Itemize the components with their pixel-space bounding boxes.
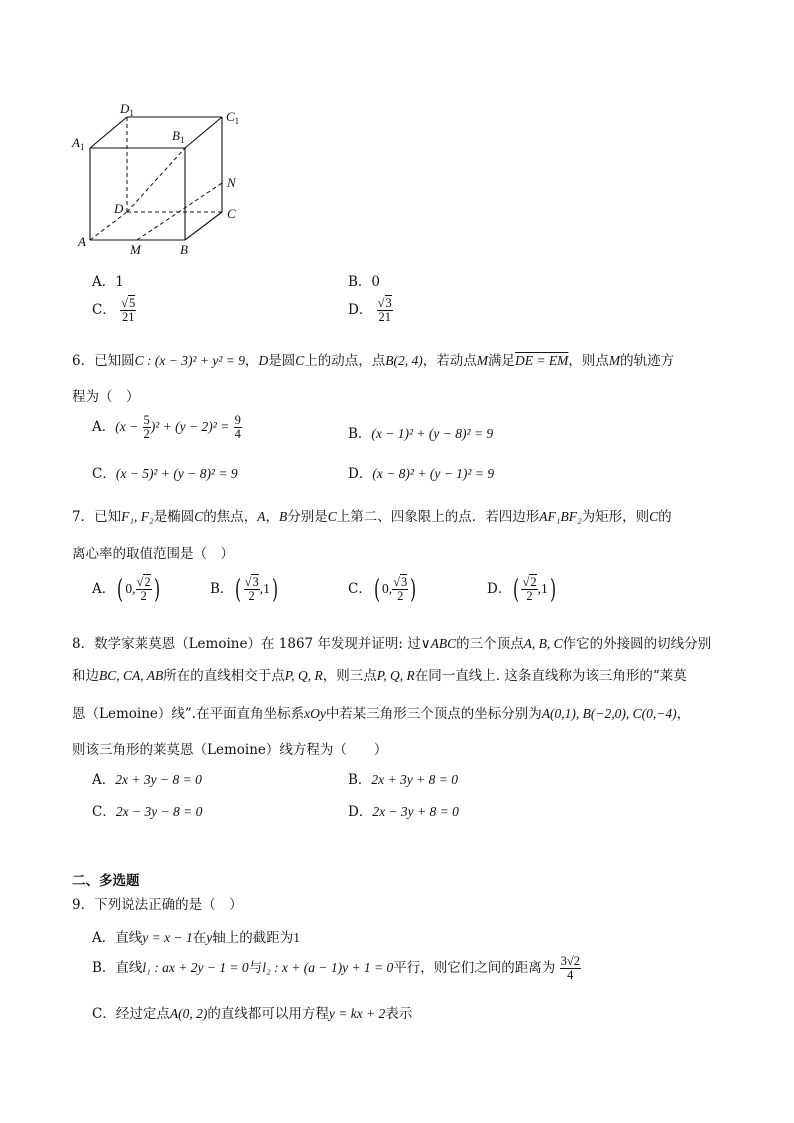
q6-option-a[interactable]: A．(x − $\frac{5}{2}$ )² + (y − 2)² = $\frac{9}{4}$ [92,413,241,442]
q5-option-c-fraction: $\frac{√5}{21}$ [121,296,136,325]
edge-B-C [185,212,222,240]
q5-option-c[interactable] [92,297,136,324]
label-C: C [227,206,236,221]
q8-stem-line2: 和边BC, CA, AB所在的直线相交于点P, Q, R，则三点P, Q, R在同一直线上. 这条直线称为该三角形的“莱莫 [72,668,687,684]
label-D1: $D_1$ [120,101,134,118]
q8-option-c[interactable]: C．2x − 3y − 8 = 0 [92,804,203,820]
q8-option-d[interactable]: D．2x − 3y + 8 = 0 [348,804,459,820]
q5-option-d[interactable] [348,297,393,324]
label-A1: $A_1$ [72,135,85,152]
q5-option-d-label: D． [348,302,373,319]
q6-option-b[interactable]: B．(x − 1)² + (y − 8)² = 9 [348,426,494,442]
q8-option-a[interactable]: A．2x + 3y − 8 = 0 [92,772,202,788]
q5-option-a[interactable]: A．1 [92,274,124,290]
hidden-edge-A-D [90,212,127,240]
q6-stem-line2: 程为（ ） [72,389,140,405]
cube-figure [70,100,330,270]
q8-stem-line3: 恩（Lemoine）线”.在平面直角坐标系xOy中若某三角形三个顶点的坐标分别为A(0,1), B(−2,0), C(0,−4)， [72,706,691,722]
edge-B1-C1 [185,117,222,148]
q5-option-c-label: C． [92,302,116,319]
q6-stem-line1: 6．已知圆C : (x − 3)² + y² = 9，D是圆C上的动点，点B(2, 4)，若动点M满足DE = EM，则点M的轨迹方 [72,353,675,369]
q7-stem-line2: 离心率的取值范围是（ ） [72,546,234,562]
q9-option-a[interactable]: A．直线y = x − 1在y轴上的截距为1 [92,930,300,946]
q8-option-b[interactable]: B．2x + 3y + 8 = 0 [348,772,458,788]
q9-option-b[interactable]: B．直线l₁ : ax + 2y − 1 = 0与l₂ : x + (a − 1)y + 1 = 0平行，则它们之间的距离为 $\frac{3√2}{4}$ [92,954,580,983]
q7-stem-line1: 7．已知F₁, F₂是椭圆C的焦点，A，B分别是C上第二、四象限上的点．若四边形AF₁BF₂为矩形，则C的 [72,509,672,525]
q6-option-d[interactable]: D．(x − 8)² + (y − 1)² = 9 [348,466,495,482]
label-N: N [227,175,236,190]
q9-stem: 9．下列说法正确的是（ ） [72,897,243,913]
q5-option-d-fraction: $\frac{√3}{21}$ [377,296,392,325]
segment-D-B1 [127,148,185,212]
q7-option-c[interactable]: C．( 0, $\frac{√3}{2}$ ) [348,574,417,605]
q5-option-b[interactable]: B．0 [348,274,381,290]
q7-option-b[interactable]: B．( $\frac{√3}{2}$ ,1) [210,574,278,605]
q8-stem-line1: 8．数学家莱莫恩（Lemoine）在 1867 年发现并证明: 过∨ABC的三个顶点A, B, C作它的外接圆的切线分别 [72,636,712,652]
label-B1: $B_1$ [172,128,185,145]
section-title-multi-choice: 二、多选题 [72,873,140,889]
q8-stem-line4: 则该三角形的莱莫恩（Lemoine）线方程为（ ） [72,742,388,758]
q6-option-c[interactable]: C．(x − 5)² + (y − 8)² = 9 [92,466,238,482]
q7-option-a[interactable]: A．( 0, $\frac{√2}{2}$ ) [92,574,160,605]
label-M: M [130,242,141,257]
label-B: B [180,242,188,257]
q9-option-b-fraction: $\frac{3√2}{4}$ [560,954,580,983]
label-D: D [114,201,124,216]
label-C1: $C_1$ [226,109,240,126]
edge-A1-D1 [90,117,127,148]
q9-option-c[interactable]: C．经过定点A(0, 2)的直线都可以用方程y = kx + 2表示 [92,1006,413,1022]
label-A: A [78,234,86,249]
q7-option-d[interactable]: D．( $\frac{√2}{2}$ ,1) [487,574,556,605]
